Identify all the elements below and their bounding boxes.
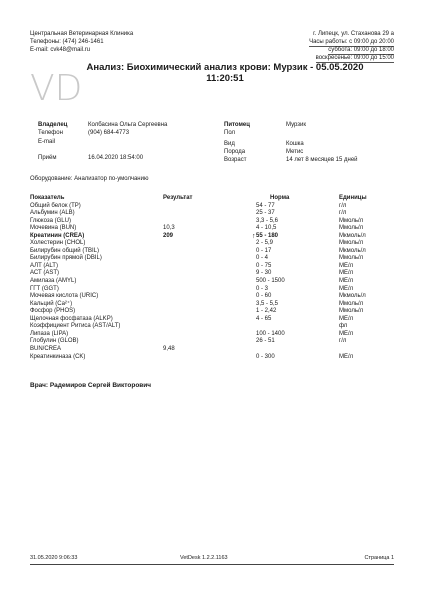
row-parameter: ГГТ (GGT) (30, 285, 59, 292)
date-value: 16.04.2020 18:54:00 (88, 155, 144, 161)
row-norm: 4 - 10,5 (256, 225, 277, 232)
row-norm: 54 - 77 (256, 202, 275, 209)
row-unit: Ммоль/л (339, 255, 364, 262)
hours-saturday: суббота: 09:00 до 18:00 (328, 47, 394, 53)
clinic-address (309, 31, 394, 63)
row-parameter: Амилаза (AMYL) (30, 278, 77, 284)
clinic-email: E-mail: cvk48@mail.ru (30, 47, 91, 53)
doctor-line: Врач: Радемиров Сергей Викторович (30, 382, 152, 389)
row-parameter: Глюкоза (GLU) (30, 217, 71, 224)
species-value: Кошка (286, 141, 304, 147)
email-label: E-mail (38, 139, 56, 145)
row-norm: 9 - 30 (256, 270, 272, 277)
title-line-1: Анализ: Биохимический анализ крови: Мурзик - 05.05.2020 (86, 62, 364, 73)
row-norm: 0 - 60 (256, 293, 272, 300)
date-label: Приём (38, 155, 57, 161)
page-title (60, 62, 390, 84)
row-parameter: Липаза (LIPA) (30, 330, 69, 337)
row-result: 10,3 (163, 225, 175, 232)
software-version: VetDesk 1.2.2.1163 (180, 555, 228, 561)
row-parameter: Глобулин (GLOB) (30, 338, 79, 345)
row-unit: Ммоль/л (339, 217, 364, 224)
row-unit: Ммоль/л (339, 300, 364, 307)
row-parameter: Креатинкиназа (CK) (30, 353, 86, 360)
row-parameter: Креатинин (CREA) (30, 232, 85, 239)
row-norm: 500 - 1500 (256, 278, 285, 284)
print-timestamp: 31.05.2020 9:06:33 (30, 555, 78, 561)
logo-lettering: VD (30, 68, 82, 104)
page-number: Страница 1 (364, 555, 394, 561)
row-unit: Ммоль/л (339, 240, 364, 247)
row-unit: Ммоль/л (339, 225, 364, 232)
header-units: Единицы (339, 195, 367, 201)
row-norm: 26 - 51 (256, 338, 275, 345)
clinic-name: Центральная Ветеринарная Клиника (30, 31, 134, 37)
header-result: Результат (163, 195, 193, 201)
row-parameter: Общий белок (TP) (30, 202, 81, 209)
row-norm: 25 - 37 (256, 210, 275, 217)
row-parameter: Билирубин общий (TBIL) (30, 247, 99, 254)
row-parameter: Щелочная фосфатаза (ALKP) (30, 315, 113, 322)
row-unit: МЕ/л (339, 278, 354, 284)
row-unit: г/л (339, 202, 347, 209)
row-norm: 0 - 300 (256, 353, 275, 360)
phone-value: (904) 684-4773 (88, 130, 130, 136)
row-parameter: Мочевая кислота (URIC) (30, 293, 99, 300)
equipment-line: Оборудование: Анализатор по-умолчанию (30, 176, 149, 182)
row-flag: ↑ (252, 232, 256, 240)
row-unit: Мкмоль/л (339, 247, 366, 254)
address-line: г. Липецк, ул. Стаханова 29 а (313, 31, 394, 37)
age-label: Возраст (224, 157, 247, 163)
row-norm: 3,5 - 5,5 (256, 300, 279, 307)
row-norm: 0 - 4 (256, 255, 269, 262)
row-unit: МЕ/л (339, 262, 354, 269)
title-line-2: 11:20:51 (206, 73, 244, 84)
row-unit: МЕ/л (339, 270, 354, 277)
row-norm: 1 - 2,42 (256, 308, 277, 315)
row-norm: 55 - 180 (256, 232, 279, 239)
owner-label: Владелец (38, 122, 68, 128)
row-unit: МЕ/л (339, 315, 354, 322)
row-result: 9,48 (163, 345, 175, 352)
footer-divider (30, 564, 394, 565)
breed-value: Метис (286, 149, 304, 155)
clinic-info (30, 31, 133, 55)
row-parameter: Мочевина (BUN) (30, 225, 77, 232)
row-unit: МЕ/л (339, 353, 354, 360)
row-parameter: АСТ (AST) (30, 270, 60, 277)
row-unit: Мкмоль/л (339, 293, 366, 300)
row-unit: г/л (339, 210, 347, 217)
row-unit: МЕ/л (339, 330, 354, 337)
row-norm: 0 - 3 (256, 285, 269, 292)
owner-value: Колбасина Ольга Сергеевна (88, 122, 168, 128)
breed-label: Порода (224, 149, 246, 155)
header-norm: Норма (270, 195, 290, 201)
row-result: 209 (163, 232, 174, 239)
row-parameter: Коэффициент Ритиса (AST/ALT) (30, 323, 121, 330)
species-label: Вид (224, 141, 235, 147)
row-unit: г/л (339, 338, 347, 345)
row-unit: МЕ/л (339, 285, 354, 292)
row-parameter: Фосфор (PHOS) (30, 308, 76, 315)
sex-label: Пол (224, 130, 236, 136)
row-parameter: Альбумин (ALB) (30, 210, 75, 217)
pet-label: Питомец (224, 122, 250, 128)
age-value: 14 лет 8 месяцев 15 дней (286, 157, 358, 163)
row-norm: 4 - 65 (256, 315, 272, 322)
pet-value: Мурзик (286, 122, 306, 128)
phone-label: Телефон (38, 130, 63, 136)
row-parameter: Билирубин прямой (DBIL) (30, 255, 102, 262)
row-norm: 0 - 17 (256, 247, 272, 254)
row-parameter: Холестерин (CHOL) (30, 240, 86, 247)
row-norm: 3,3 - 5,6 (256, 217, 279, 224)
hours-weekday: Часы работы: с 09:00 до 20:00 (309, 39, 394, 45)
row-norm: 0 - 75 (256, 262, 272, 269)
row-parameter: BUN/CREA (30, 345, 62, 352)
row-unit: фл (339, 323, 348, 330)
row-parameter: Кальций (Ca²⁺) (30, 300, 73, 307)
row-norm: 2 - 5,9 (256, 240, 274, 247)
row-parameter: АЛТ (ALT) (30, 262, 58, 269)
hours-sunday: воскресенье: 09:00 до 15:00 (315, 55, 394, 61)
clinic-phone: Телефоны: (474) 246-1461 (30, 39, 104, 45)
header-parameter: Показатель (30, 195, 65, 201)
row-unit: Ммоль/л (339, 308, 364, 315)
row-unit: Мкмоль/л (339, 232, 366, 239)
row-norm: 100 - 1400 (256, 330, 285, 337)
